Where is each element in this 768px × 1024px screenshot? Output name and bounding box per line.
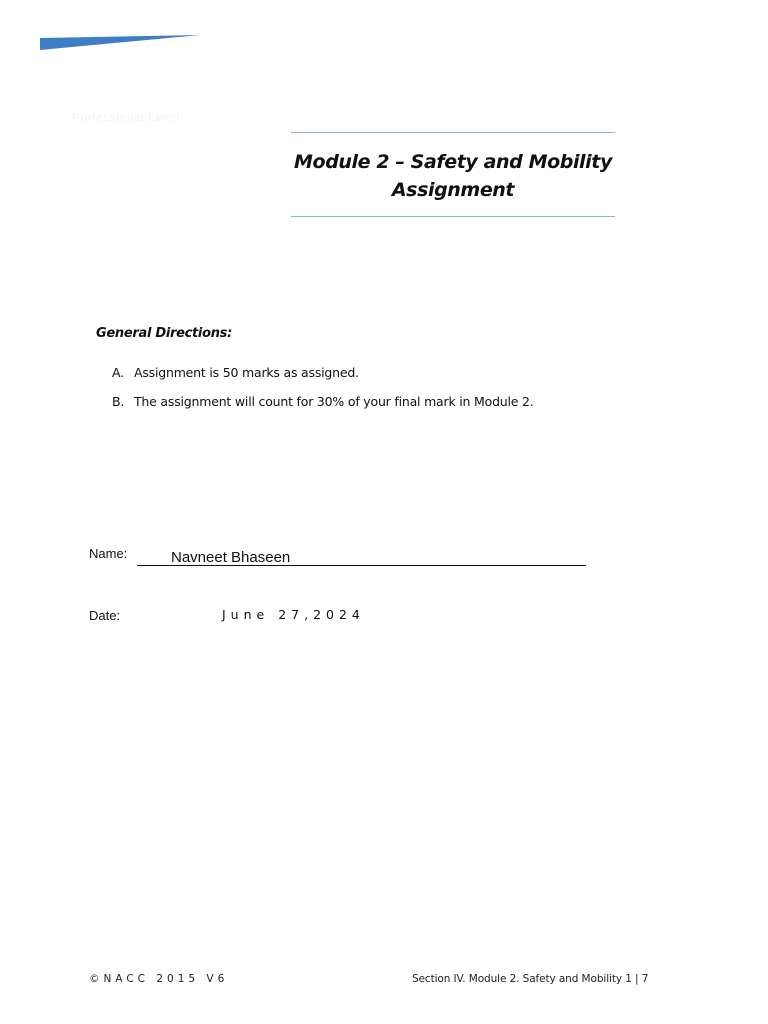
direction-marker: B. xyxy=(112,394,125,409)
document-title xyxy=(291,148,615,204)
title-rule-bottom xyxy=(291,216,615,217)
title-line-1: Module 2 – Safety and Mobility xyxy=(294,151,612,173)
direction-item xyxy=(112,394,534,409)
title-rule-top xyxy=(291,132,615,133)
name-field[interactable]: Navneet Bhaseen xyxy=(171,549,291,566)
date-field[interactable]: June 27,2024 xyxy=(222,607,365,622)
faint-header-text: Professional Level xyxy=(72,112,180,124)
direction-text: Assignment is 50 marks as assigned. xyxy=(134,365,359,380)
footer-copyright: ©NACC 2015 V6 xyxy=(89,973,229,985)
general-directions-heading: General Directions: xyxy=(96,326,232,341)
footer-page-info: Section IV. Module 2. Safety and Mobility 1 | 7 xyxy=(412,973,649,985)
title-line-2: Assignment xyxy=(391,179,515,201)
name-label: Name: xyxy=(89,546,128,561)
direction-text: The assignment will count for 30% of your final mark in Module 2. xyxy=(134,394,534,409)
header-accent-shape xyxy=(40,35,200,50)
direction-marker: A. xyxy=(112,365,124,380)
date-label: Date: xyxy=(89,608,121,623)
title-block xyxy=(291,132,615,218)
direction-item xyxy=(112,365,359,380)
